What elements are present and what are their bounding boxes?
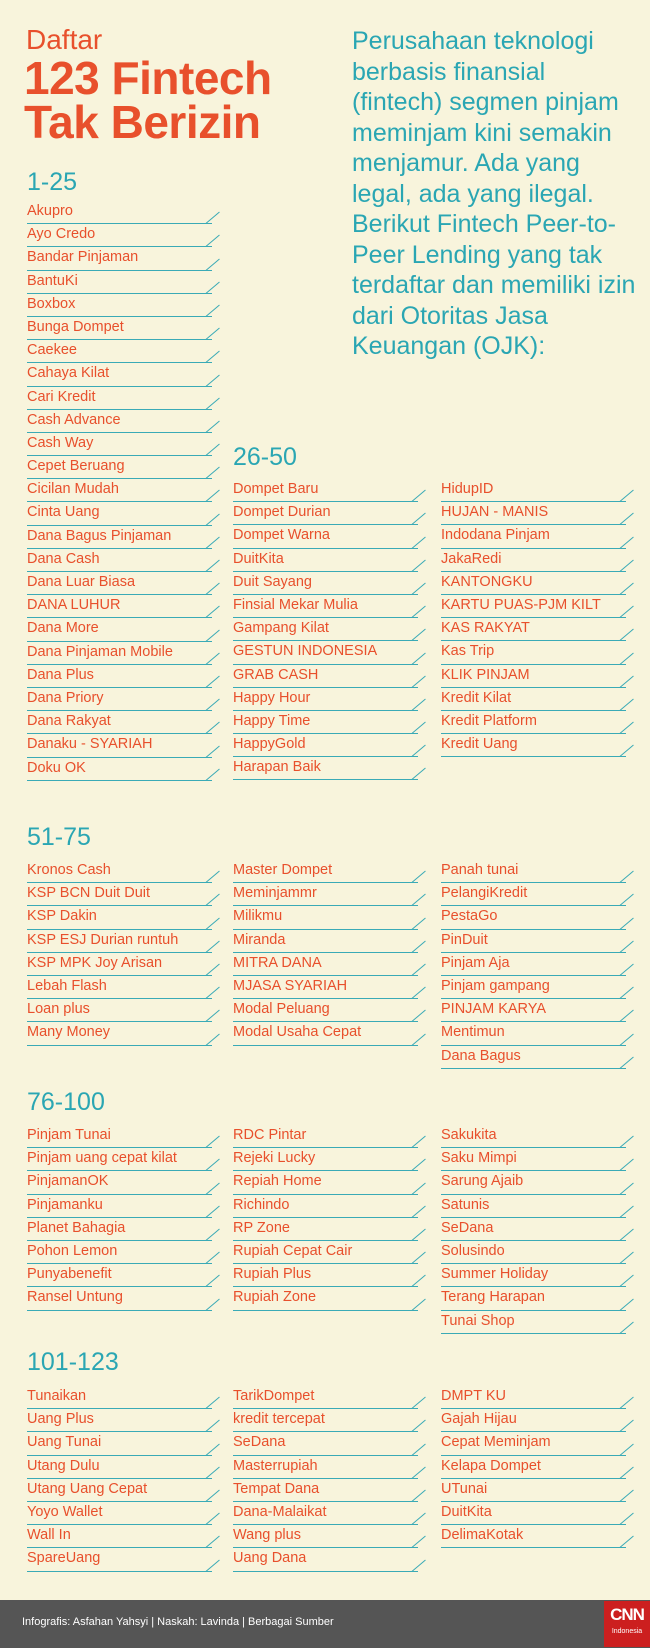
fintech-list-item: Pinjam uang cepat kilat — [27, 1148, 212, 1171]
fintech-list-item: KSP MPK Joy Arisan — [27, 953, 212, 976]
fintech-list-item: Miranda — [233, 930, 418, 953]
logo-subtitle: Indonesia — [611, 1628, 643, 1635]
fintech-list-item: Rupiah Plus — [233, 1264, 418, 1287]
fintech-list-item: KSP Dakin — [27, 906, 212, 929]
page-title — [24, 52, 304, 148]
section-heading-76-100: 76-100 — [27, 1088, 105, 1116]
fintech-list-item: Boxbox — [27, 294, 212, 317]
fintech-list-item: Planet Bahagia — [27, 1218, 212, 1241]
section-heading-26-50: 26-50 — [233, 443, 297, 471]
fintech-list-item: Dana Priory — [27, 688, 212, 711]
fintech-list-item: Wall In — [27, 1525, 212, 1548]
fintech-list-item: Wang plus — [233, 1525, 418, 1548]
fintech-list-item: Uang Dana — [233, 1548, 418, 1571]
fintech-list-item: KLIK PINJAM — [441, 665, 626, 688]
fintech-list-item: Utang Uang Cepat — [27, 1479, 212, 1502]
fintech-list-item: PinDuit — [441, 930, 626, 953]
fintech-list-item: SpareUang — [27, 1548, 212, 1571]
section-76-100-list-col-1 — [27, 1125, 212, 1311]
fintech-list-item: Satunis — [441, 1195, 626, 1218]
fintech-list-item: Pinjam Tunai — [27, 1125, 212, 1148]
footer-credit: Infografis: Asfahan Yahsyi | Naskah: Lavinda | Berbagai Sumber — [22, 1616, 334, 1628]
fintech-list-item: Cash Advance — [27, 410, 212, 433]
fintech-list-item: Pinjam Aja — [441, 953, 626, 976]
fintech-list-item: KANTONGKU — [441, 572, 626, 595]
fintech-list-item: Pinjam gampang — [441, 976, 626, 999]
fintech-list-item: Dompet Baru — [233, 479, 418, 502]
fintech-list-item: Cahaya Kilat — [27, 363, 212, 386]
fintech-list-item: Dompet Warna — [233, 525, 418, 548]
fintech-list-item: Master Dompet — [233, 860, 418, 883]
fintech-list-item: Ransel Untung — [27, 1287, 212, 1310]
fintech-list-item: UTunai — [441, 1479, 626, 1502]
fintech-list-item: PinjamanOK — [27, 1171, 212, 1194]
title-line-2: Tak Berizin — [24, 96, 261, 148]
fintech-list-item: Kas Trip — [441, 641, 626, 664]
fintech-list-item: Dana-Malaikat — [233, 1502, 418, 1525]
section-26-50-list-col-1 — [233, 479, 418, 780]
fintech-list-item: Cinta Uang — [27, 502, 212, 525]
section-26-50-list-col-2 — [441, 479, 626, 757]
footer-bar — [0, 1600, 650, 1648]
fintech-list-item: Cash Way — [27, 433, 212, 456]
fintech-list-item: Harapan Baik — [233, 757, 418, 780]
fintech-list-item: Uang Plus — [27, 1409, 212, 1432]
fintech-list-item: Duit Sayang — [233, 572, 418, 595]
fintech-list-item: Rupiah Cepat Cair — [233, 1241, 418, 1264]
fintech-list-item: Dana Pinjaman Mobile — [27, 642, 212, 665]
section-51-75-list-col-3 — [441, 860, 626, 1069]
fintech-list-item: Uang Tunai — [27, 1432, 212, 1455]
fintech-list-item: Dana Bagus Pinjaman — [27, 526, 212, 549]
fintech-list-item: GRAB CASH — [233, 665, 418, 688]
section-1-25-list — [27, 201, 212, 781]
fintech-list-item: Bandar Pinjaman — [27, 247, 212, 270]
section-heading-51-75: 51-75 — [27, 823, 91, 851]
section-51-75-list-col-1 — [27, 860, 212, 1046]
fintech-list-item: BantuKi — [27, 271, 212, 294]
fintech-list-item: RP Zone — [233, 1218, 418, 1241]
fintech-list-item: Sakukita — [441, 1125, 626, 1148]
section-heading-101-123: 101-123 — [27, 1348, 119, 1376]
fintech-list-item: Modal Peluang — [233, 999, 418, 1022]
fintech-list-item: Finsial Mekar Mulia — [233, 595, 418, 618]
logo-wordmark: CNN — [610, 1605, 644, 1624]
fintech-list-item: RDC Pintar — [233, 1125, 418, 1148]
fintech-list-item: Dana Rakyat — [27, 711, 212, 734]
fintech-list-item: Lebah Flash — [27, 976, 212, 999]
fintech-list-item: Modal Usaha Cepat — [233, 1022, 418, 1045]
fintech-list-item: Ayo Credo — [27, 224, 212, 247]
fintech-list-item: DelimaKotak — [441, 1525, 626, 1548]
fintech-list-item: Panah tunai — [441, 860, 626, 883]
fintech-list-item: Many Money — [27, 1022, 212, 1045]
fintech-list-item: Kronos Cash — [27, 860, 212, 883]
fintech-list-item: Yoyo Wallet — [27, 1502, 212, 1525]
fintech-list-item: Pohon Lemon — [27, 1241, 212, 1264]
section-heading-1-25: 1-25 — [27, 168, 78, 196]
fintech-list-item: HUJAN - MANIS — [441, 502, 626, 525]
fintech-list-item: Kredit Uang — [441, 734, 626, 757]
fintech-list-item: Pinjamanku — [27, 1195, 212, 1218]
fintech-list-item: Sarung Ajaib — [441, 1171, 626, 1194]
section-76-100-list-col-3 — [441, 1125, 626, 1334]
fintech-list-item: Meminjammr — [233, 883, 418, 906]
fintech-list-item: Rejeki Lucky — [233, 1148, 418, 1171]
fintech-list-item: DANA LUHUR — [27, 595, 212, 618]
fintech-list-item: Terang Harapan — [441, 1287, 626, 1310]
fintech-list-item: Dana Bagus — [441, 1046, 626, 1069]
fintech-list-item: Happy Time — [233, 711, 418, 734]
fintech-list-item: PINJAM KARYA — [441, 999, 626, 1022]
fintech-list-item: PelangiKredit — [441, 883, 626, 906]
fintech-list-item: JakaRedi — [441, 549, 626, 572]
fintech-list-item: Gajah Hijau — [441, 1409, 626, 1432]
fintech-list-item: MJASA SYARIAH — [233, 976, 418, 999]
fintech-list-item: HappyGold — [233, 734, 418, 757]
fintech-list-item: Dana Cash — [27, 549, 212, 572]
fintech-list-item: Summer Holiday — [441, 1264, 626, 1287]
fintech-list-item: Punyabenefit — [27, 1264, 212, 1287]
fintech-list-item: DMPT KU — [441, 1386, 626, 1409]
section-76-100-list-col-2 — [233, 1125, 418, 1311]
fintech-list-item: DuitKita — [441, 1502, 626, 1525]
section-101-123-list-col-3 — [441, 1386, 626, 1548]
fintech-list-item: Dana Plus — [27, 665, 212, 688]
fintech-list-item: Dompet Durian — [233, 502, 418, 525]
fintech-list-item: DuitKita — [233, 549, 418, 572]
fintech-list-item: Doku OK — [27, 758, 212, 781]
fintech-list-item: Cari Kredit — [27, 387, 212, 410]
fintech-list-item: Loan plus — [27, 999, 212, 1022]
fintech-list-item: Caekee — [27, 340, 212, 363]
fintech-list-item: Richindo — [233, 1195, 418, 1218]
title-line-1: 123 Fintech — [24, 52, 272, 104]
fintech-list-item: Cepat Meminjam — [441, 1432, 626, 1455]
fintech-list-item: HidupID — [441, 479, 626, 502]
fintech-list-item: Tunaikan — [27, 1386, 212, 1409]
fintech-list-item: KSP BCN Duit Duit — [27, 883, 212, 906]
fintech-list-item: Kredit Platform — [441, 711, 626, 734]
fintech-list-item: KARTU PUAS-PJM KILT — [441, 595, 626, 618]
fintech-list-item: Cicilan Mudah — [27, 479, 212, 502]
section-101-123-list-col-1 — [27, 1386, 212, 1572]
fintech-list-item: Gampang Kilat — [233, 618, 418, 641]
fintech-list-item: KAS RAKYAT — [441, 618, 626, 641]
fintech-list-item: Tempat Dana — [233, 1479, 418, 1502]
fintech-list-item: TarikDompet — [233, 1386, 418, 1409]
fintech-list-item: Kelapa Dompet — [441, 1456, 626, 1479]
fintech-list-item: MITRA DANA — [233, 953, 418, 976]
fintech-list-item: Tunai Shop — [441, 1311, 626, 1334]
fintech-list-item: Rupiah Zone — [233, 1287, 418, 1310]
fintech-list-item: SeDana — [441, 1218, 626, 1241]
fintech-list-item: GESTUN INDONESIA — [233, 641, 418, 664]
fintech-list-item: Saku Mimpi — [441, 1148, 626, 1171]
fintech-list-item: Cepet Beruang — [27, 456, 212, 479]
fintech-list-item: Solusindo — [441, 1241, 626, 1264]
fintech-list-item: Happy Hour — [233, 688, 418, 711]
fintech-list-item: Akupro — [27, 201, 212, 224]
fintech-list-item: Dana More — [27, 618, 212, 641]
title-prefix: Daftar — [26, 24, 103, 55]
fintech-list-item: Dana Luar Biasa — [27, 572, 212, 595]
cnn-indonesia-logo — [604, 1601, 650, 1647]
section-101-123-list-col-2 — [233, 1386, 418, 1572]
fintech-list-item: PestaGo — [441, 906, 626, 929]
intro-paragraph: Perusahaan teknologi berbasis finansial (fintech) segmen pinjam meminjam kini semakin menjamur. Ada yang legal, ada yang ilegal. Berikut Fintech Peer-to-Peer Lending yang tak terdaftar dan memiliki izin dari Otoritas Jasa Keuangan (OJK): — [352, 27, 636, 360]
fintech-list-item: SeDana — [233, 1432, 418, 1455]
fintech-list-item: Kredit Kilat — [441, 688, 626, 711]
fintech-list-item: Danaku - SYARIAH — [27, 734, 212, 757]
fintech-list-item: kredit tercepat — [233, 1409, 418, 1432]
fintech-list-item: Bunga Dompet — [27, 317, 212, 340]
section-51-75-list-col-2 — [233, 860, 418, 1046]
fintech-list-item: Masterrupiah — [233, 1456, 418, 1479]
fintech-list-item: Indodana Pinjam — [441, 525, 626, 548]
fintech-list-item: Repiah Home — [233, 1171, 418, 1194]
fintech-list-item: Milikmu — [233, 906, 418, 929]
fintech-list-item: KSP ESJ Durian runtuh — [27, 930, 212, 953]
fintech-list-item: Mentimun — [441, 1022, 626, 1045]
fintech-list-item: Utang Dulu — [27, 1456, 212, 1479]
